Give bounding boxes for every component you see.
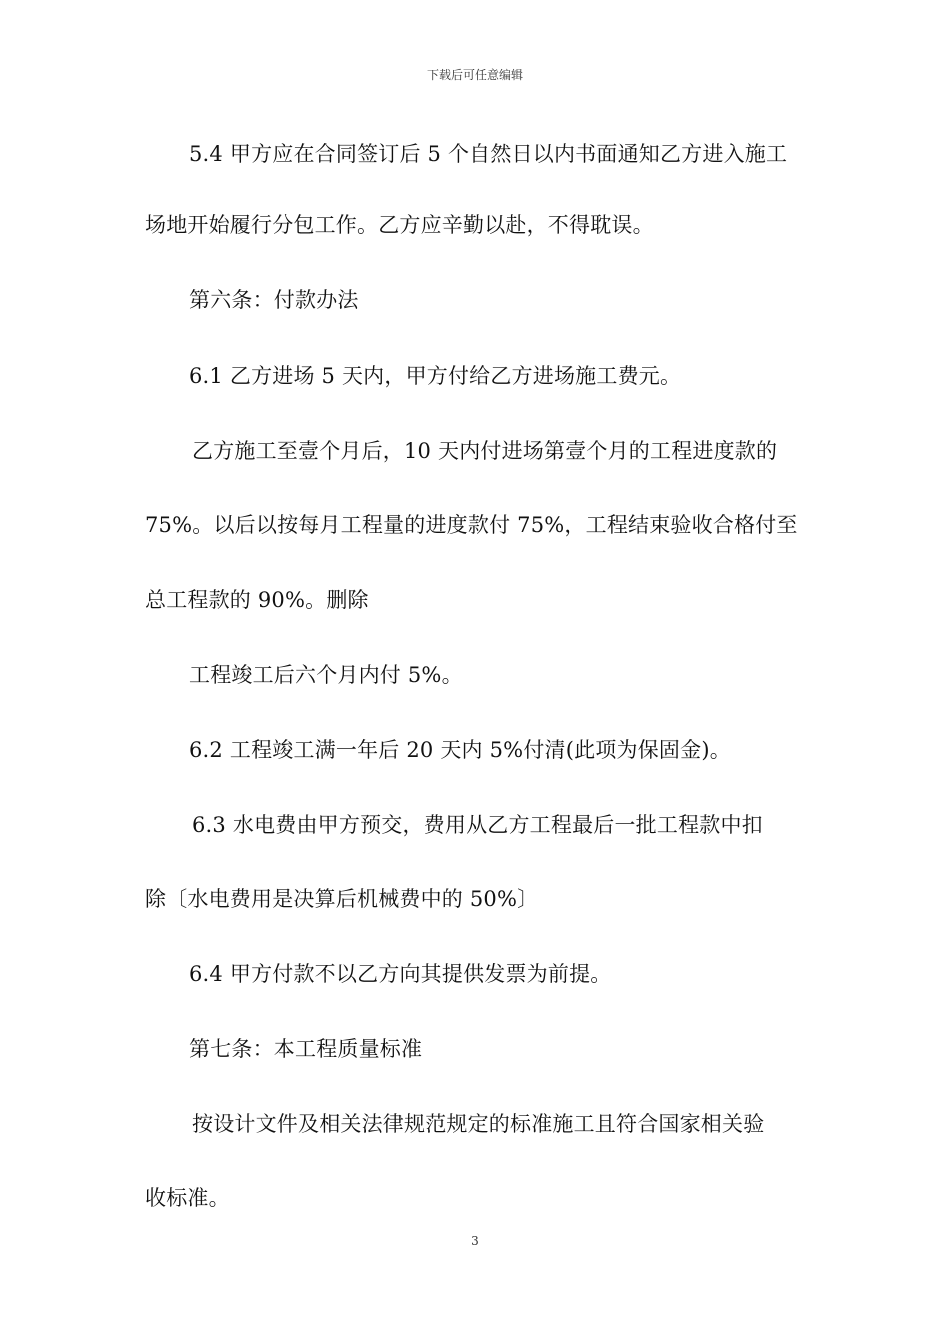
page-number: 3 bbox=[471, 1234, 479, 1248]
paragraph-line: 乙方施工至壹个月后，10 天内付进场第壹个月的工程进度款的 bbox=[192, 439, 778, 463]
section-heading: 第七条：本工程质量标准 bbox=[189, 1037, 423, 1061]
paragraph-line: 除〔水电费用是决算后机械费中的 50%〕 bbox=[145, 887, 539, 911]
paragraph-line: 75%。以后以按每月工程量的进度款付 75%，工程结束验收合格付至 bbox=[145, 513, 798, 537]
paragraph-line: 收标准。 bbox=[145, 1186, 230, 1210]
paragraph-line: 工程竣工后六个月内付 5%。 bbox=[189, 663, 463, 687]
paragraph-line: 场地开始履行分包工作。乙方应辛勤以赴，不得耽误。 bbox=[145, 213, 654, 237]
section-heading: 第六条：付款办法 bbox=[189, 288, 359, 312]
paragraph-line: 6.2 工程竣工满一年后 20 天内 5%付清(此项为保固金)。 bbox=[189, 738, 731, 762]
paragraph-line: 5.4 甲方应在合同签订后 5 个自然日以内书面通知乙方进入施工 bbox=[189, 142, 788, 166]
paragraph-line: 6.4 甲方付款不以乙方向其提供发票为前提。 bbox=[189, 962, 612, 986]
paragraph-line: 6.3 水电费由甲方预交，费用从乙方工程最后一批工程款中扣 bbox=[192, 813, 763, 837]
paragraph-line: 按设计文件及相关法律规范规定的标准施工且符合国家相关验 bbox=[192, 1112, 765, 1136]
page-header-note: 下载后可任意编辑 bbox=[426, 68, 523, 82]
paragraph-line: 6.1 乙方进场 5 天内，甲方付给乙方进场施工费元。 bbox=[189, 364, 682, 388]
paragraph-line: 总工程款的 90%。删除 bbox=[145, 588, 369, 612]
